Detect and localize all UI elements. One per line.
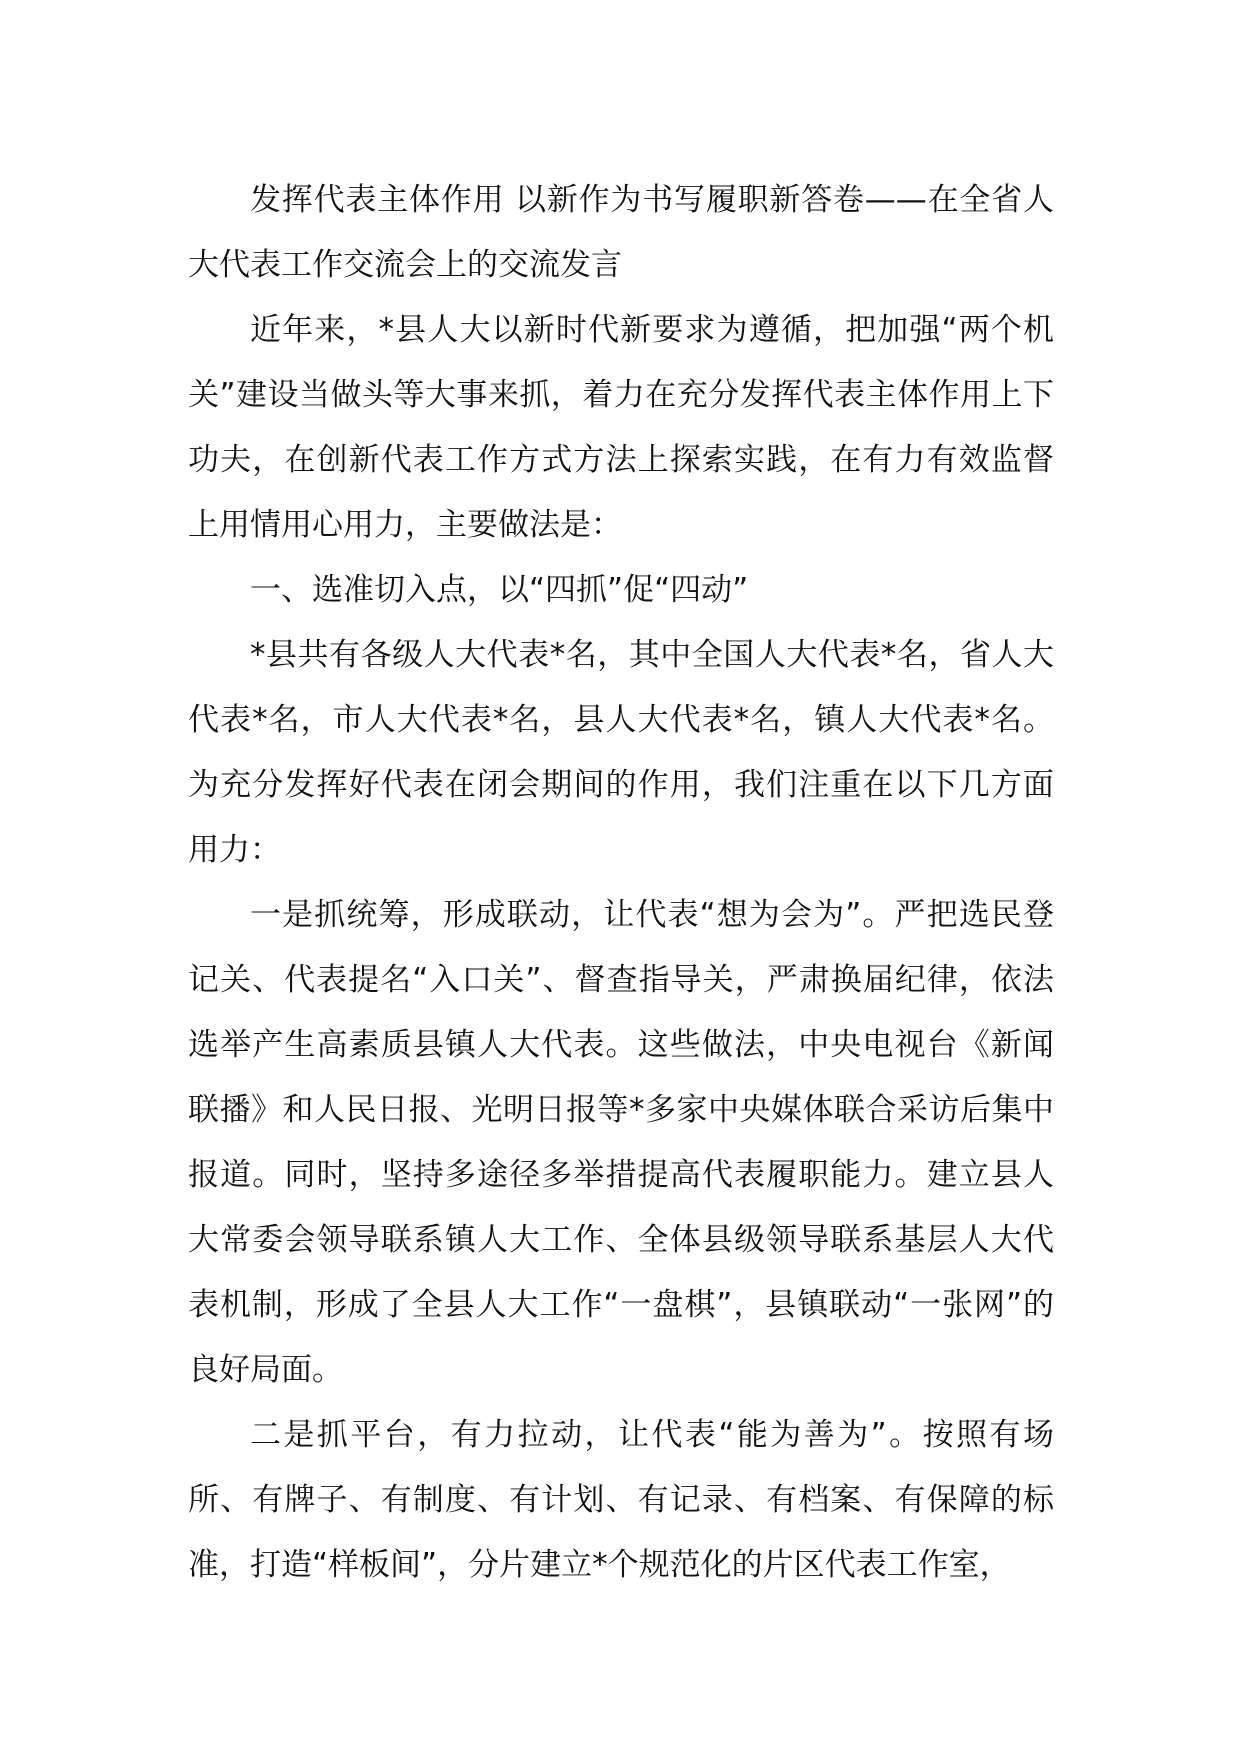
paragraph-representatives: *县共有各级人大代表*名，其中全国人大代表*名，省人大代表*名，市人大代表*名，县人大代表*名，镇人大代表*名。为充分发挥好代表在闭会期间的作用，我们注重在以下几方面用力： bbox=[188, 637, 1054, 868]
paragraph-point-2: 二是抓平台，有力拉动，让代表“能为善为”。按照有场所、有牌子、有制度、有计划、有记录、有档案、有保障的标准，打造“样板间”，分片建立*个规范化的片区代表工作室， bbox=[188, 1417, 1054, 1583]
paragraph-intro: 近年来，*县人大以新时代新要求为遵循，把加强“两个机关”建设当做头等大事来抓，着力在充分发挥代表主体作用上下功夫，在创新代表工作方式方法上探索实践，在有力有效监督上用情用心用力，主要做法是： bbox=[188, 312, 1054, 543]
document-page bbox=[188, 168, 1054, 1598]
paragraph-point-1: 一是抓统筹，形成联动，让代表“想为会为”。严把选民登记关、代表提名“入口关”、督查指导关，严肃换届纪律，依法选举产生高素质县镇人大代表。这些做法，中央电视台《新闻联播》和人民日报、光明日报等*多家中央媒体联合采访后集中报道。同时，坚持多途径多举措提高代表履职能力。建立县人大常委会领导联系镇人大工作、全体县级领导联系基层人大代表机制，形成了全县人大工作“一盘棋”，县镇联动“一张网”的良好局面。 bbox=[188, 897, 1054, 1388]
section-heading-1: 一、选准切入点，以“四抓”促“四动” bbox=[250, 572, 749, 608]
document-title: 发挥代表主体作用 以新作为书写履职新答卷——在全省人大代表工作交流会上的交流发言 bbox=[188, 182, 1054, 283]
